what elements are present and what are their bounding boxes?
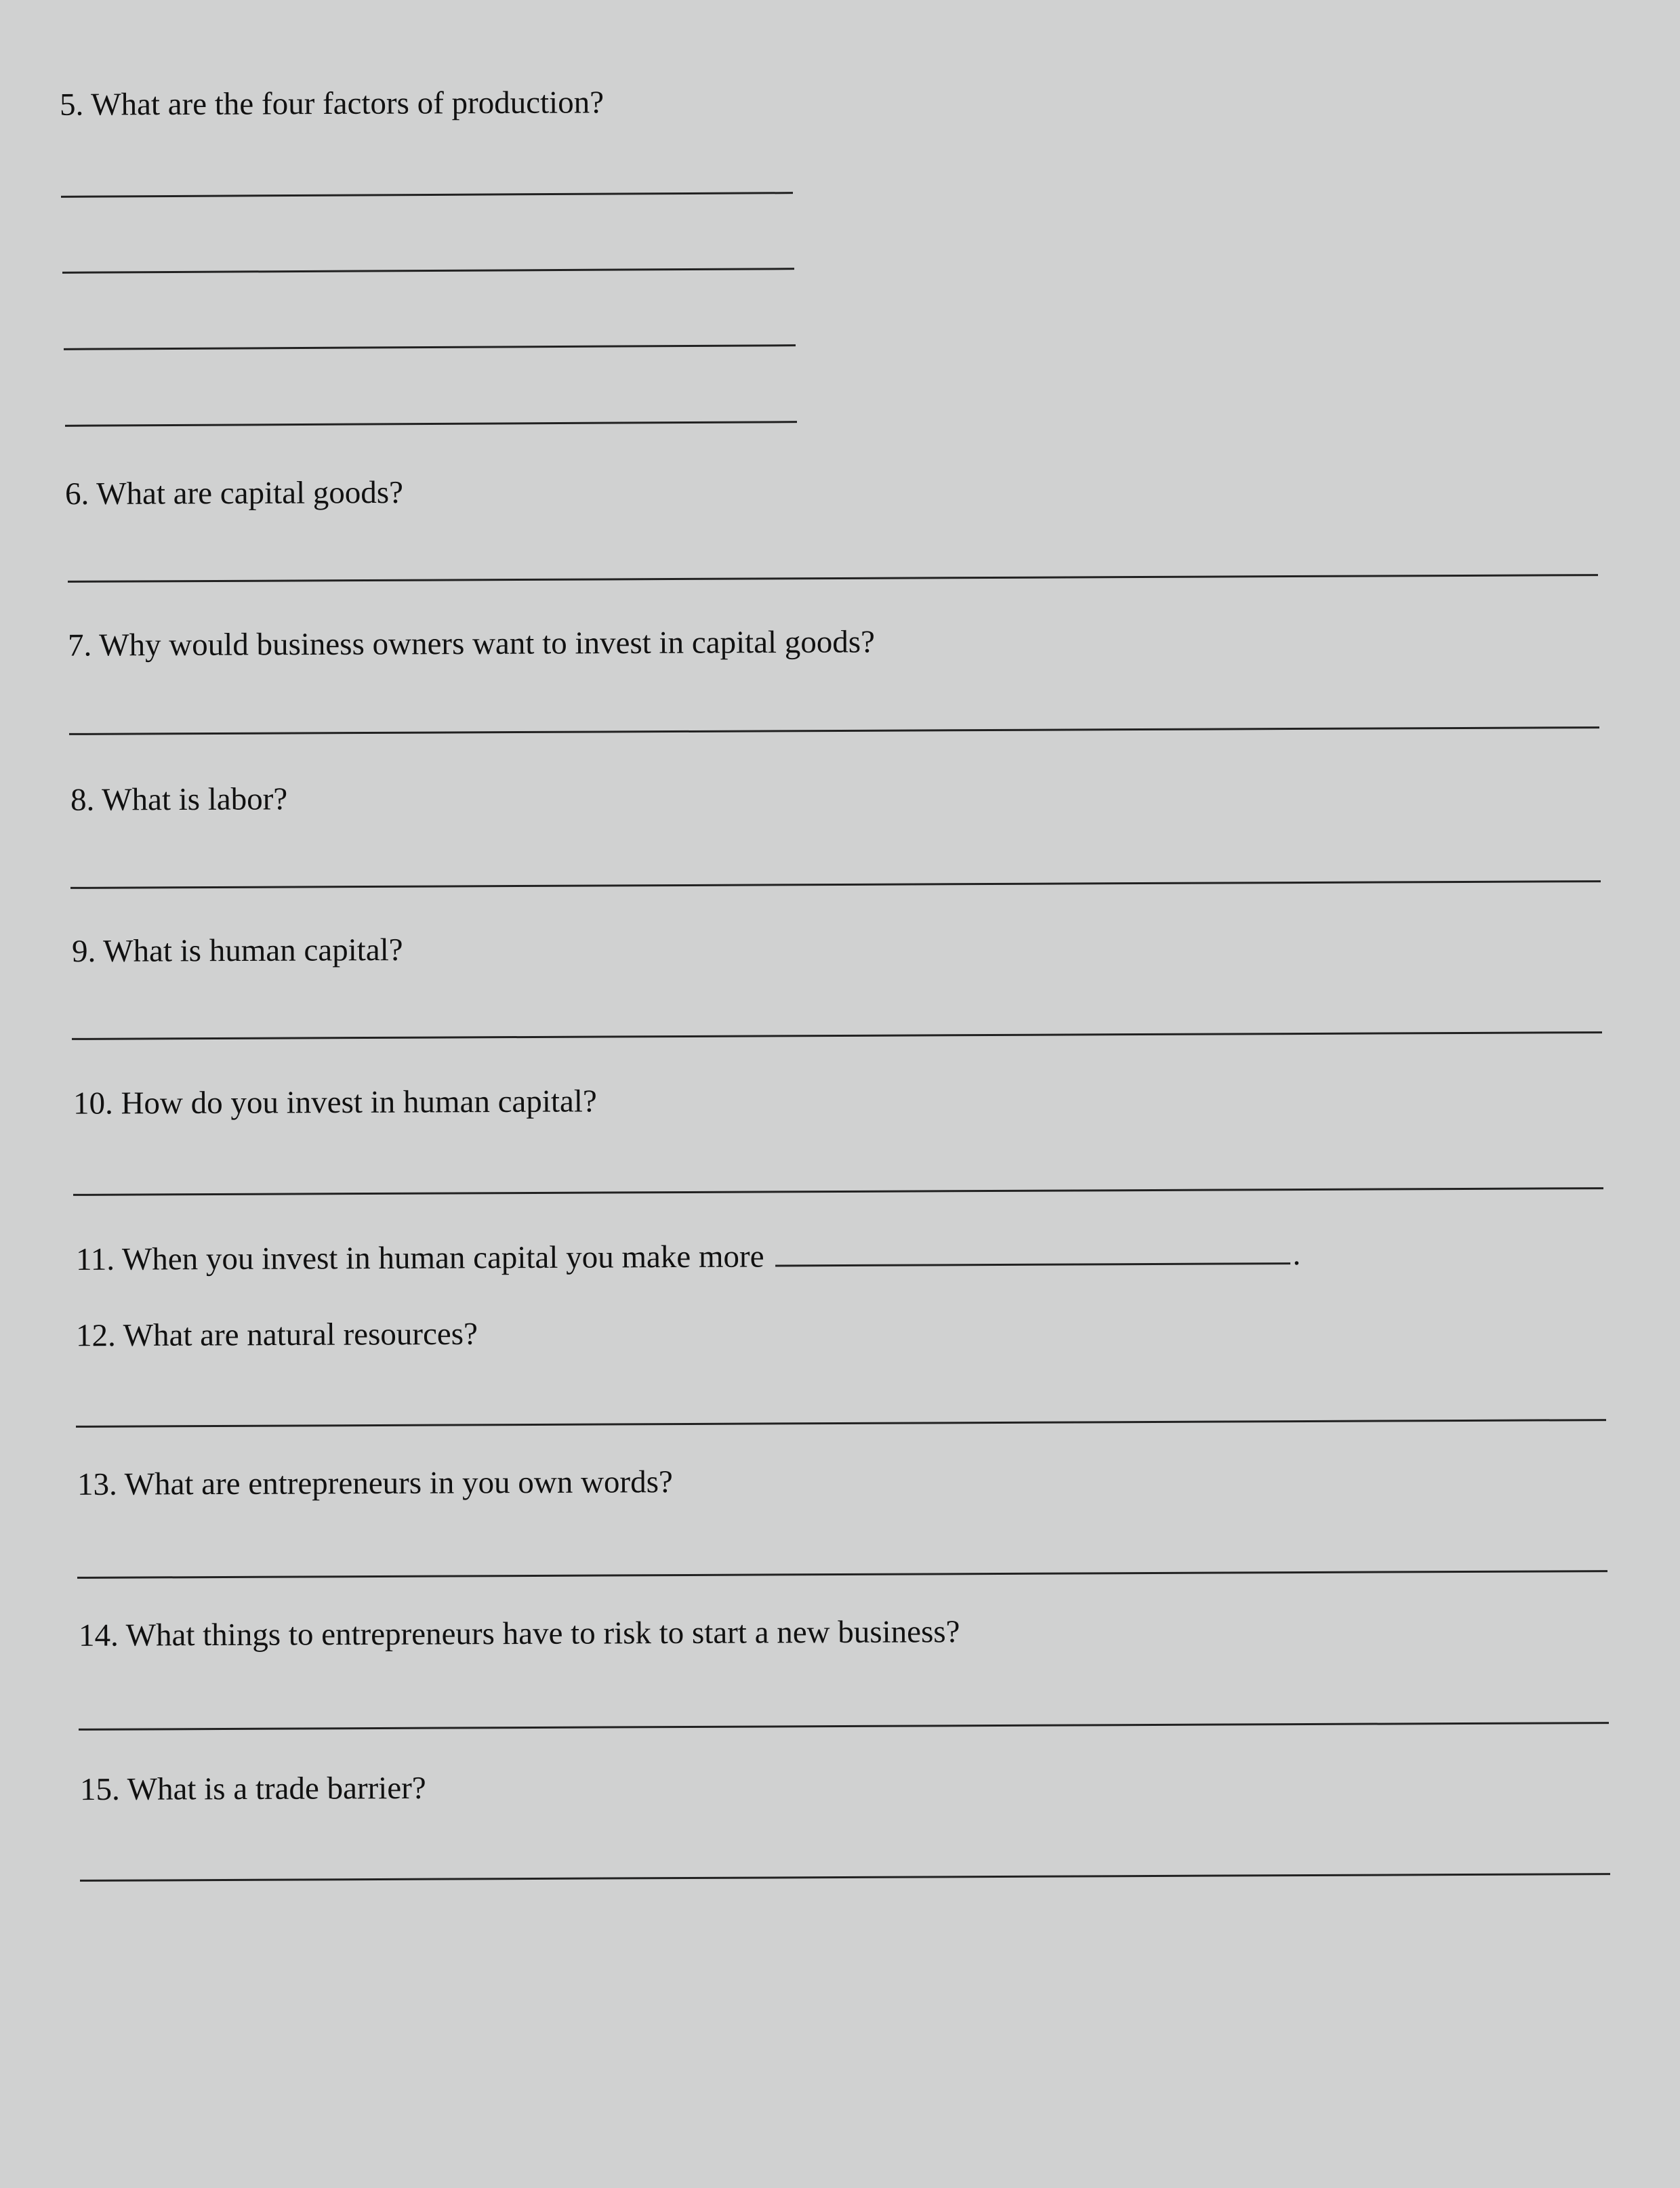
question-number: 12. <box>75 1318 116 1354</box>
question-text: What is human capital? <box>103 932 403 969</box>
question-number: 11. <box>75 1241 115 1277</box>
question-13 <box>77 1466 673 1501</box>
question-number: 9. <box>71 933 96 970</box>
answer-line-14[interactable] <box>79 1722 1609 1731</box>
question-9 <box>72 934 403 968</box>
answer-line-6[interactable] <box>68 574 1598 583</box>
answer-line-13[interactable] <box>77 1570 1607 1579</box>
question-text: What are entrepreneurs in you own words? <box>124 1464 673 1502</box>
question-text: What are the four factors of production? <box>91 85 605 123</box>
question-number: 13. <box>77 1466 117 1502</box>
question-number: 15. <box>79 1771 120 1808</box>
answer-line-15[interactable] <box>80 1873 1610 1882</box>
question-text: Why would business owners want to invest in capital goods? <box>99 624 876 663</box>
answer-line-12[interactable] <box>76 1419 1606 1428</box>
answer-line-9[interactable] <box>72 1031 1602 1040</box>
answer-line-5c[interactable] <box>64 344 796 350</box>
question-number: 7. <box>67 627 92 663</box>
question-number: 14. <box>78 1617 119 1653</box>
question-number: 10. <box>73 1086 113 1121</box>
question-text: How do you invest in human capital? <box>121 1083 597 1121</box>
answer-line-5d[interactable] <box>65 421 797 427</box>
question-15 <box>79 1770 426 1808</box>
question-text: What things to entrepreneurs have to risk to start a new business? <box>125 1614 960 1653</box>
question-11 <box>76 1239 1300 1276</box>
question-10 <box>73 1083 597 1121</box>
question-number: 8. <box>70 782 95 818</box>
question-text: When you invest in human capital you make more <box>121 1239 764 1277</box>
question-number: 5. <box>59 87 84 123</box>
question-6 <box>64 474 404 512</box>
answer-blank-11[interactable] <box>775 1242 1290 1266</box>
question-text: What is a trade barrier? <box>127 1770 426 1807</box>
question-text: What is labor? <box>102 781 288 818</box>
question-number: 6. <box>64 476 89 512</box>
question-8 <box>70 783 287 816</box>
answer-line-8[interactable] <box>70 880 1601 889</box>
answer-line-7[interactable] <box>69 726 1599 735</box>
question-12 <box>75 1316 478 1354</box>
question-7 <box>68 626 875 661</box>
question-text: What are natural resources? <box>123 1316 478 1353</box>
answer-line-5b[interactable] <box>62 268 794 274</box>
answer-line-5a[interactable] <box>61 192 793 198</box>
question-suffix: . <box>1292 1237 1301 1273</box>
answer-line-10[interactable] <box>73 1187 1603 1196</box>
question-14 <box>79 1616 960 1652</box>
question-5 <box>60 87 604 121</box>
question-text: What are capital goods? <box>96 474 404 512</box>
